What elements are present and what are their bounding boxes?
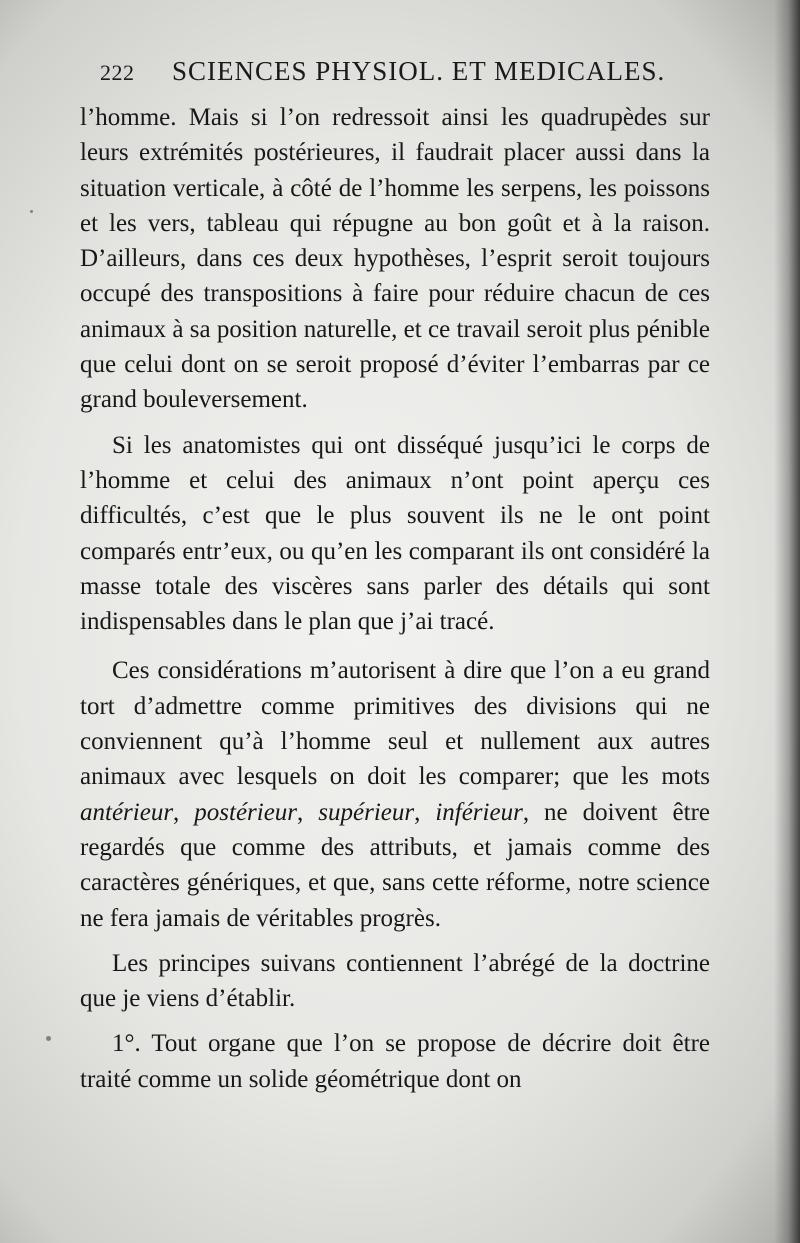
separator: ,: [414, 798, 436, 826]
paragraph-5: 1°. Tout organe que l’on se propose de décrire doit être traité comme un solide géométrique dont on: [80, 1030, 710, 1093]
separator: ,: [173, 798, 195, 826]
ink-speck: [46, 1036, 51, 1041]
paragraph-3-text-b: , ne doivent être regardés que comme des attributs, et jamais comme des caractères génériques, et que, sans cette réforme, notre science ne fera jamais de véritables progrès.: [80, 798, 711, 932]
paragraph-1: l’homme. Mais si l’on redressoit ainsi les quadrupèdes sur leurs extrémités postérieures, il faudrait placer aussi dans la situation verticale, à côté de l’homme les serpens, les poissons et les vers, tableau qui répugne au bon goût et à la raison. D’ailleurs, dans ces deux hypothèses, l’esprit seroit toujours occupé des transpositions à faire pour réduire chacun de ces animaux à sa position naturelle, et ce travail seroit plus pénible que celui dont on se seroit proposé d’éviter l’embarras par ce grand bouleversement.: [80, 104, 710, 414]
paragraph-3-text-a: Ces considérations m’autorisent à dire que l’on a eu grand tort d’admettre comme primitives des divisions qui ne conviennent qu’à l’homme seul et nullement aux autres animaux avec lesquels on doit les comparer; que les mots: [80, 657, 710, 791]
ink-speck: [30, 210, 33, 213]
paragraph-4: Les principes suivans contiennent l’abrégé de la doctrine que je viens d’établir.: [80, 949, 710, 1013]
term-anterieur: antérieur: [80, 798, 174, 826]
body-text: [80, 100, 710, 1097]
page-binding-shadow: [774, 0, 800, 1243]
page-number: 222: [100, 60, 135, 85]
separator: ,: [297, 798, 319, 826]
term-inferieur: inférieur: [435, 798, 523, 826]
term-posterieur: postérieur: [194, 798, 298, 826]
paragraph-3: [80, 653, 710, 935]
paragraph-2: Si les anatomistes qui ont disséqué jusqu’ici le corps de l’homme et celui des animaux n’ont point aperçu ces difficultés, c’est que le plus souvent ils ne le ont point comparés entr’eux, ou qu’en les comparant ils ont considéré la masse totale des viscères sans parler des détails qui sont indispensables dans le plan que j’ai tracé.: [80, 431, 710, 636]
term-superieur: supérieur: [318, 798, 415, 826]
running-title: SCIENCES PHYSIOL. ET MEDICALES.: [172, 56, 666, 86]
